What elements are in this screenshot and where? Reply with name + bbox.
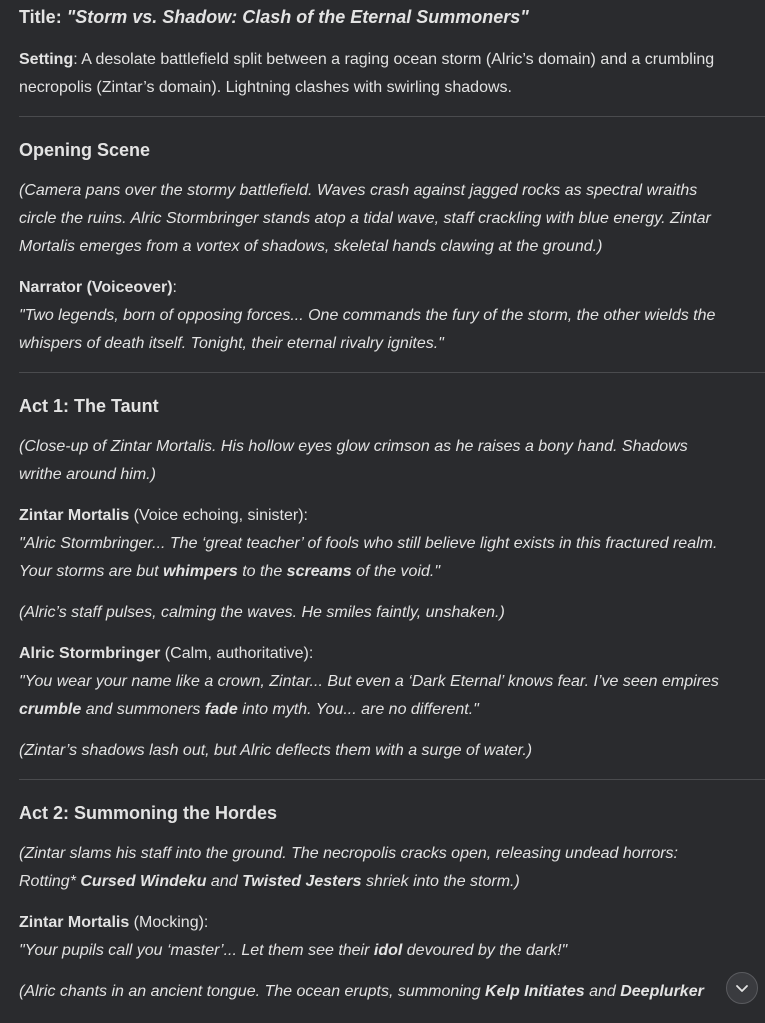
speaker-name: Alric Stormbringer <box>19 645 161 662</box>
dialogue-text: "Your pupils call you ‘master’... Let them see their <box>19 942 374 959</box>
alric-dialogue <box>19 640 765 724</box>
dialogue-text: to the <box>237 563 287 580</box>
act1-heading: Act 1: The Taunt <box>19 396 159 416</box>
emphasis-text: whimpers <box>163 563 238 580</box>
setting-label: Setting <box>19 51 74 68</box>
narrator-speaker: Narrator (Voiceover) <box>19 279 173 296</box>
narrator-colon: : <box>172 279 177 296</box>
setting-line-1: : A desolate battlefield split between a raging ocean storm (Alric’s domain) and a crumbling <box>73 51 715 68</box>
chevron-down-icon <box>734 980 750 996</box>
opening-direction <box>19 177 765 261</box>
act1-direction-line: writhe around him.) <box>19 466 156 483</box>
dialogue-text: and <box>206 873 243 890</box>
divider <box>19 779 765 780</box>
speaker-name: Zintar Mortalis <box>19 507 130 524</box>
setting-paragraph <box>19 46 765 102</box>
divider <box>19 372 765 373</box>
act1-direction <box>19 433 765 489</box>
scroll-down-button[interactable] <box>726 972 758 1004</box>
emphasis-text: crumble <box>19 701 82 718</box>
zintar-dialogue <box>19 502 765 586</box>
title-colon: : <box>55 7 67 27</box>
opening-heading: Opening Scene <box>19 140 151 160</box>
narrator-quote-line: "Two legends, born of opposing forces... One commands the fury of the storm, the other wields the <box>19 307 716 324</box>
dialogue-text: shriek into the storm.) <box>361 873 520 890</box>
dialogue-text: and summoners <box>81 701 205 718</box>
title-line <box>19 0 765 33</box>
dialogue-text: (Alric chants in an ancient tongue. The ocean erupts, summoning <box>19 983 486 1000</box>
stage-direction: (Zintar’s shadows lash out, but Alric deflects them with a surge of water.) <box>19 742 533 759</box>
act1-direction-line: (Close-up of Zintar Mortalis. His hollow eyes glow crimson as he raises a bony hand. Shadows <box>19 438 688 455</box>
document-body <box>19 0 765 1006</box>
divider <box>19 116 765 117</box>
opening-direction-line: (Camera pans over the stormy battlefield. Waves crash against jagged rocks as spectral wraiths <box>19 182 698 199</box>
dialogue-text: devoured by the dark!" <box>402 942 568 959</box>
narrator-block <box>19 274 765 358</box>
speaker-tone: (Calm, authoritative): <box>160 645 314 662</box>
opening-direction-line: circle the ruins. Alric Stormbringer stands atop a tidal wave, staff crackling with blue energy. Zintar <box>19 210 711 227</box>
zintar-dialogue <box>19 909 765 965</box>
emphasis-text: Kelp Initiates <box>485 983 585 1000</box>
emphasis-text: Twisted Jesters <box>242 873 362 890</box>
dialogue-text: Rotting* <box>19 873 81 890</box>
emphasis-text: Cursed Windeku <box>80 873 207 890</box>
act2-heading: Act 2: Summoning the Hordes <box>19 803 278 823</box>
dialogue-text: and <box>584 983 621 1000</box>
stage-direction: (Zintar slams his staff into the ground. The necropolis cracks open, releasing undead horrors: <box>19 845 678 862</box>
emphasis-text: screams <box>286 563 352 580</box>
title-text: "Storm vs. Shadow: Clash of the Eternal Summoners" <box>66 7 529 27</box>
emphasis-text: fade <box>204 701 238 718</box>
emphasis-text: idol <box>373 942 403 959</box>
dialogue-text: of the void." <box>351 563 441 580</box>
speaker-name: Zintar Mortalis <box>19 914 130 931</box>
setting-line-2: necropolis (Zintar’s domain). Lightning clashes with swirling shadows. <box>19 79 512 96</box>
stage-direction: (Alric’s staff pulses, calming the waves. He smiles faintly, unshaken.) <box>19 604 505 621</box>
title-label: Title <box>19 7 56 27</box>
emphasis-text: Deeplurker <box>620 983 704 1000</box>
opening-direction-line: Mortalis emerges from a vortex of shadows, skeletal hands clawing at the ground.) <box>19 238 603 255</box>
dialogue-line: "Alric Stormbringer... The ‘great teacher’ of fools who still believe light exists in this fractured realm. <box>19 535 718 552</box>
speaker-tone: (Mocking): <box>129 914 209 931</box>
dialogue-text: into myth. You... are no different." <box>237 701 479 718</box>
act2-direction <box>19 840 765 896</box>
dialogue-line: "You wear your name like a crown, Zintar... But even a ‘Dark Eternal’ knows fear. I’ve seen empires <box>19 673 719 690</box>
dialogue-text: Your storms are but <box>19 563 164 580</box>
narrator-quote-line: whispers of death itself. Tonight, their eternal rivalry ignites." <box>19 335 444 352</box>
speaker-tone: (Voice echoing, sinister): <box>129 507 308 524</box>
